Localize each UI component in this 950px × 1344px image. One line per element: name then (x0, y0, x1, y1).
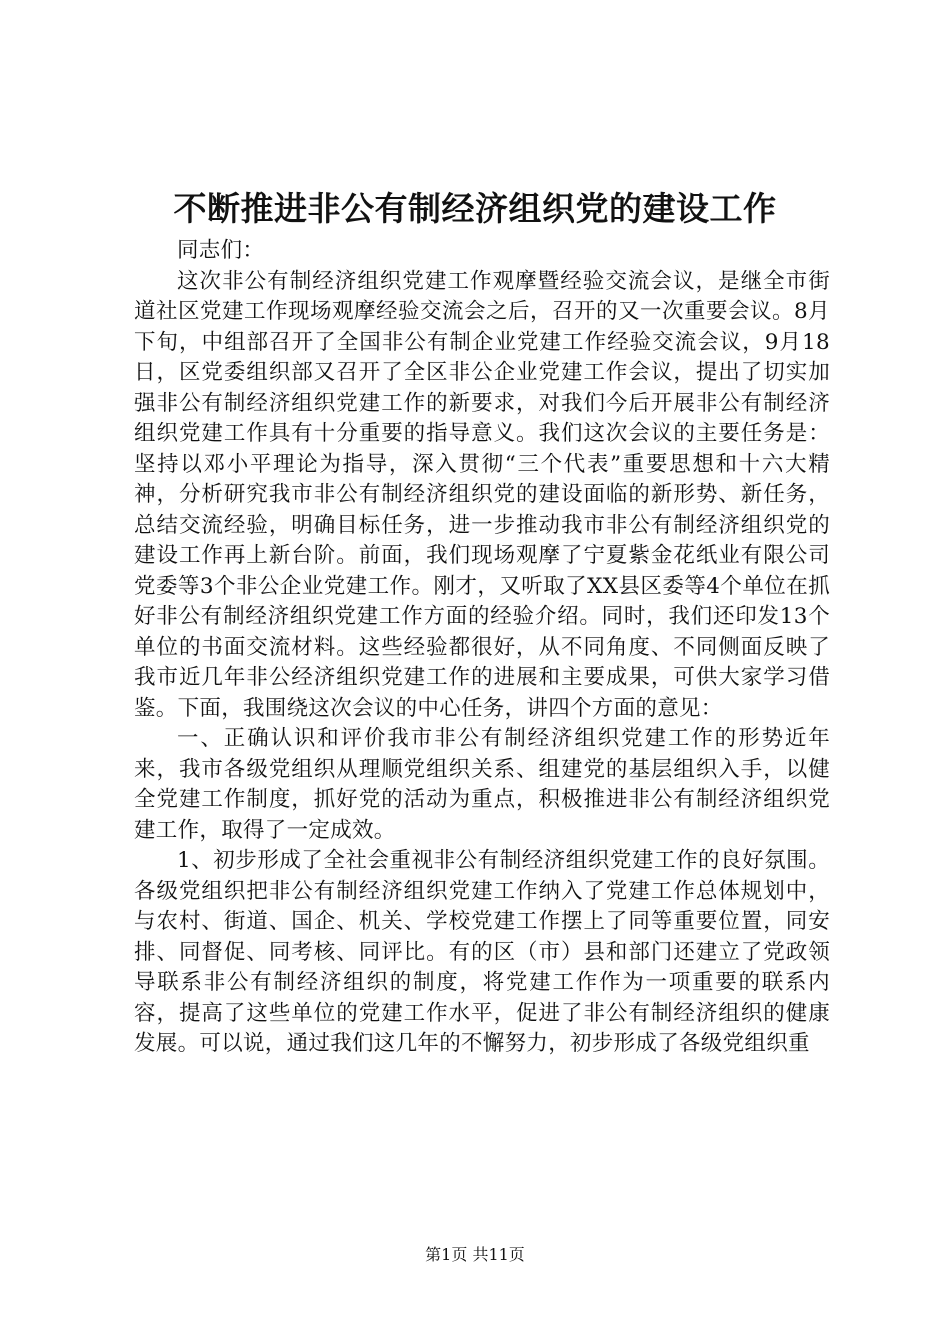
paragraph-point-one: 1、初步形成了全社会重视非公有制经济组织党建工作的良好氛围。各级党组织把非公有制经济组织党建工作纳入了党建工作总体规划中，与农村、街道、国企、机关、学校党建工作摆上了同等重要位置，同安排、同督促、同考核、同评比。有的区（市）县和部门还建立了党政领导联系非公有制经济组织的制度，将党建工作作为一项重要的联系内容，提高了这些单位的党建工作水平，促进了非公有制经济组织的健康发展。可以说，通过我们这几年的不懈努力，初步形成了各级党组织重 (134, 848, 830, 1056)
paragraph-section-one: 一、正确认识和评价我市非公有制经济组织党建工作的形势近年来，我市各级党组织从理顺党组织关系、组建党的基层组织入手，以健全党建工作制度，抓好党的活动为重点，积极推进非公有制经济组织党建工作，取得了一定成效。 (134, 726, 830, 843)
salutation: 同志们： (177, 238, 265, 263)
document-title: 不断推进非公有制经济组织党的建设工作 (173, 189, 777, 228)
paragraph-intro: 这次非公有制经济组织党建工作观摩暨经验交流会议，是继全市街道社区党建工作现场观摩经验交流会之后，召开的又一次重要会议。8月下旬，中组部召开了全国非公有制企业党建工作经验交流会议，9月18日，区党委组织部又召开了全区非公企业党建工作会议，提出了切实加强非公有制经济组织党建工作的新要求，对我们今后开展非公有制经济组织党建工作具有十分重要的指导意义。我们这次会议的主要任务是：坚持以邓小平理论为指导，深入贯彻“三个代表”重要思想和十六大精神，分析研究我市非公有制经济组织党的建设面临的新形势、新任务，总结交流经验，明确目标任务，进一步推动我市非公有制经济组织党的建设工作再上新台阶。前面，我们现场观摩了宁夏紫金花纸业有限公司党委等3个非公企业党建工作。刚才，又听取了XX县区委等4个单位在抓好非公有制经济组织党建工作方面的经验介绍。同时，我们还印发13个单位的书面交流材料。这些经验都很好，从不同角度、不同侧面反映了我市近几年非公经济组织党建工作的进展和主要成果，可供大家学习借鉴。下面，我围绕这次会议的中心任务，讲四个方面的意见： (134, 268, 830, 721)
page-number-footer: 第1页 共11页 (425, 1245, 525, 1264)
document-body (134, 236, 830, 1060)
